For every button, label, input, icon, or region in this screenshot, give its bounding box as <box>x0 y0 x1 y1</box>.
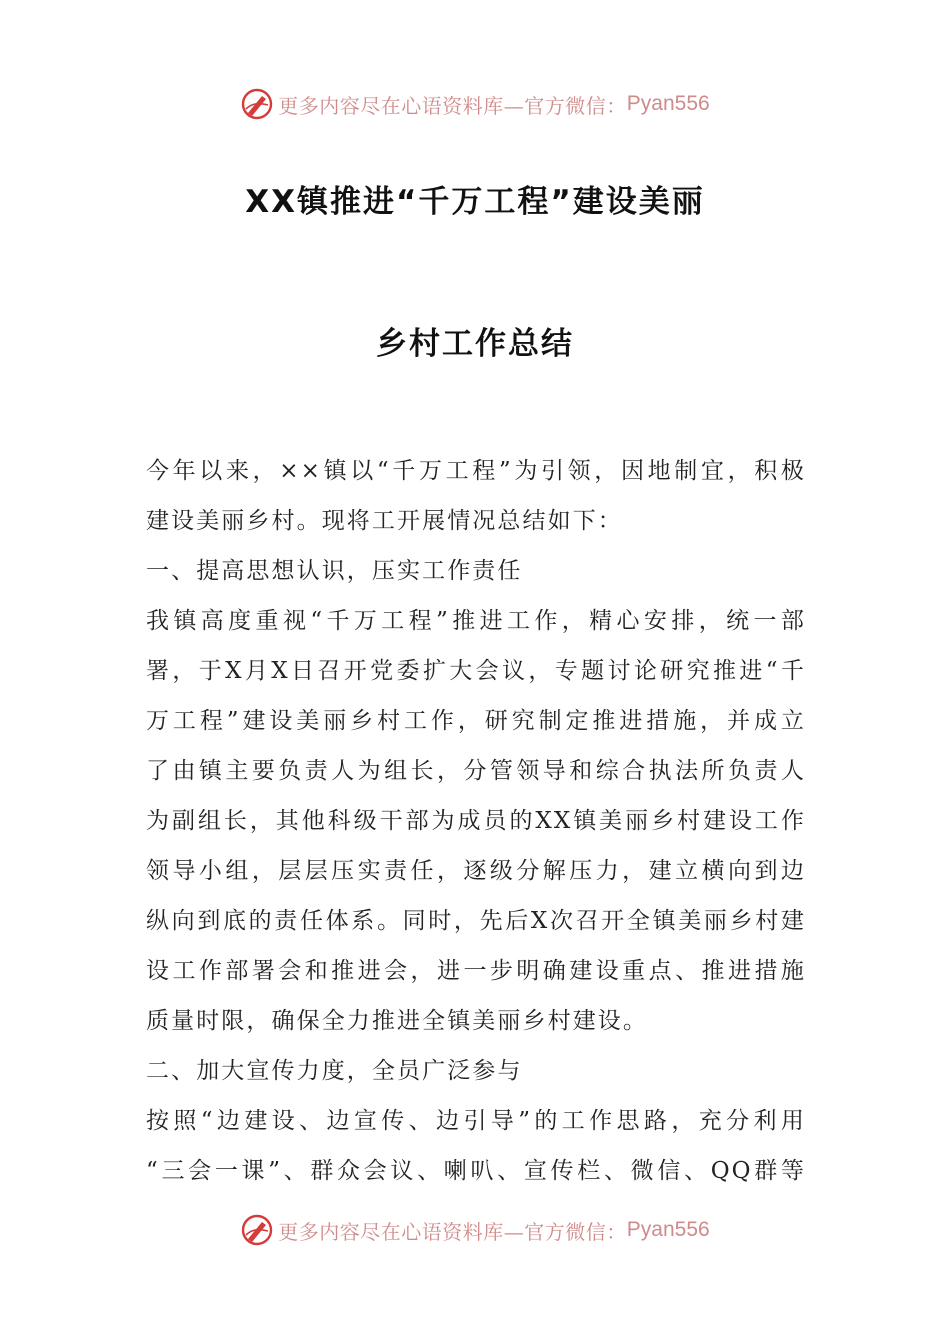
body-line: 纵向到底的责任体系。同时，先后X次召开全镇美丽乡村建 <box>146 908 806 934</box>
document-title-line2: 乡村工作总结 <box>376 326 574 362</box>
section-heading: 一、提高思想认识，压实工作责任 <box>146 558 523 584</box>
document-title-line1: XX镇推进“千万工程”建设美丽 <box>245 184 705 220</box>
body-line: 建设美丽乡村。现将工开展情况总结如下： <box>146 508 623 534</box>
body-line: 万工程”建设美丽乡村工作，研究制定推进措施，并成立 <box>146 708 806 734</box>
body-line: 设工作部署会和推进会，进一步明确建设重点、推进措施 <box>146 958 806 984</box>
watermark-banner-top <box>0 82 950 126</box>
body-line: 了由镇主要负责人为组长，分管领导和综合执法所负责人 <box>146 758 806 784</box>
document-body <box>146 446 806 1196</box>
watermark-text: 更多内容尽在心语资料库—官方微信： <box>278 93 627 118</box>
body-line: 为副组长，其他科级干部为成员的XX镇美丽乡村建设工作 <box>146 808 806 834</box>
body-line: 质量时限，确保全力推进全镇美丽乡村建设。 <box>146 1008 648 1034</box>
body-line: 署，于X月X日召开党委扩大会议，专题讨论研究推进“千 <box>146 658 806 684</box>
watermark-text: 更多内容尽在心语资料库—官方微信： <box>278 1219 627 1244</box>
body-line: 按照“边建设、边宣传、边引导”的工作思路，充分利用 <box>146 1108 806 1134</box>
watermark-banner-bottom <box>0 1208 950 1252</box>
pen-logo-icon <box>240 87 274 121</box>
body-line: “三会一课”、群众会议、喇叭、宣传栏、微信、QQ群等 <box>146 1158 806 1184</box>
body-line: 我镇高度重视“千万工程”推进工作，精心安排，统一部 <box>146 608 806 634</box>
watermark-handle: Pyan556 <box>626 1218 710 1241</box>
section-heading: 二、加大宣传力度，全员广泛参与 <box>146 1058 523 1084</box>
body-line: 今年以来，××镇以“千万工程”为引领，因地制宜，积极 <box>146 458 806 484</box>
pen-logo-icon <box>240 1213 274 1247</box>
watermark-handle: Pyan556 <box>626 92 710 115</box>
body-line: 领导小组，层层压实责任，逐级分解压力，建立横向到边 <box>146 858 806 884</box>
